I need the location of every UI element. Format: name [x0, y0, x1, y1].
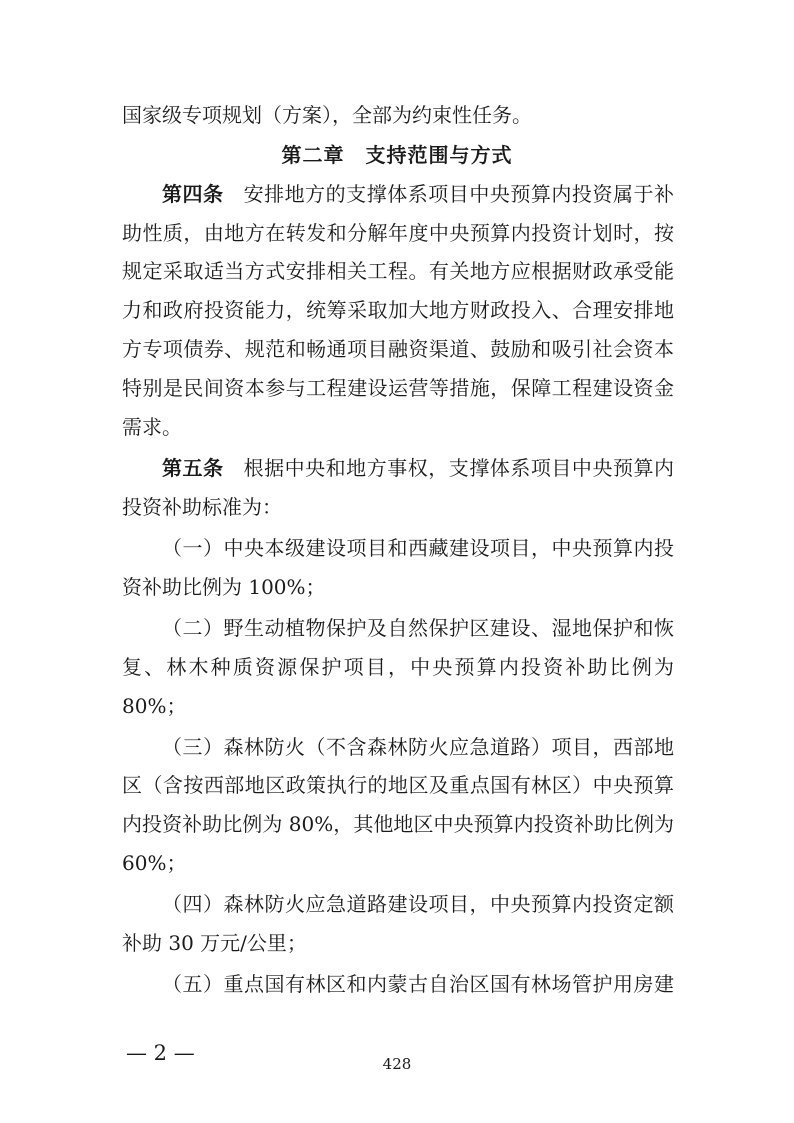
article5-first-line: [162, 454, 674, 482]
item2-line-2: 80%；: [122, 694, 187, 718]
article4-line-6: 需求。: [122, 415, 182, 439]
article4-line-2: 规定采取适当方式安排相关工程。有关地方应根据财政承受能: [122, 259, 674, 283]
item4-line-0: （四）森林防火应急道路建设项目，中央预算内投资定额: [162, 892, 674, 916]
continuation-line: 国家级专项规划（方案），全部为约束性任务。: [122, 103, 532, 127]
item3-line-1: 区（含按西部地区政策执行的地区及重点国有林区）中央预算: [122, 773, 674, 797]
item3-line-2: 内投资补助比例为 80%，其他地区中央预算内投资补助比例为: [122, 812, 674, 836]
article4-line-0: 安排地方的支撑体系项目中央预算内投资属于补: [243, 182, 675, 206]
item5-line-0: （五）重点国有林区和内蒙古自治区国有林场管护用房建: [162, 972, 674, 996]
item1-line-0: （一）中央本级建设项目和西藏建设项目，中央预算内投: [162, 536, 674, 560]
article4-label: 第四条: [162, 182, 224, 206]
item3-line-3: 60%；: [122, 851, 187, 875]
item4-line-1: 补助 30 万元/公里；: [122, 931, 307, 955]
article4-line-3: 力和政府投资能力，统筹采取加大地方财政投入、合理安排地: [122, 298, 674, 322]
article5-label: 第五条: [162, 456, 224, 480]
item2-line-0: （二）野生动植物保护及自然保护区建设、湿地保护和恢: [162, 616, 674, 640]
article5-line-1: 投资补助标准为：: [122, 495, 282, 519]
article4-line-4: 方专项债券、规范和畅通项目融资渠道、鼓励和吸引社会资本: [122, 337, 674, 361]
article4-first-line: [162, 180, 674, 208]
item1-line-1: 资补助比例为 100%；: [122, 575, 326, 599]
chapter-heading: 第二章 支持范围与方式: [281, 143, 513, 167]
article4-line-5: 特别是民间资本参与工程建设运营等措施，保障工程建设资金: [122, 376, 674, 400]
page-marker: — 2 —: [126, 1041, 195, 1065]
article5-line-0: 根据中央和地方事权，支撑体系项目中央预算内: [243, 456, 675, 480]
item2-line-1: 复、林木种质资源保护项目，中央预算内投资补助比例为: [122, 655, 674, 679]
item3-line-0: （三）森林防火（不含森林防火应急道路）项目，西部地: [162, 735, 674, 759]
article4-line-1: 助性质，由地方在转发和分解年度中央预算内投资计划时，按: [122, 221, 674, 245]
page-number: 428: [382, 1055, 412, 1073]
